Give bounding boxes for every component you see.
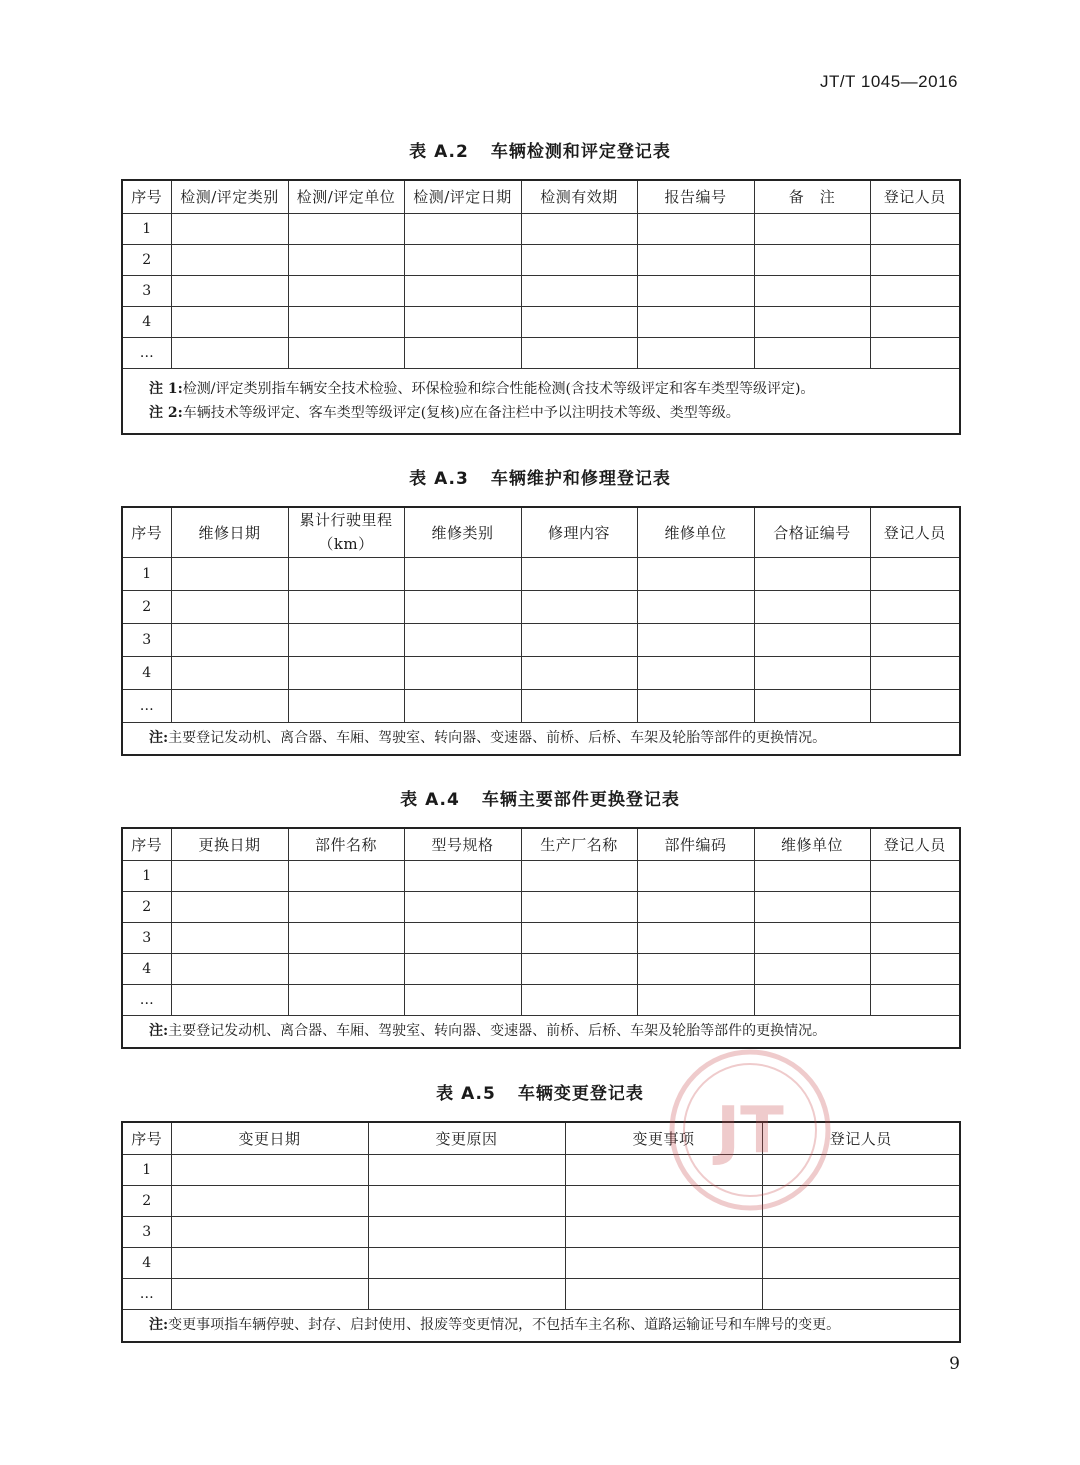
table-a5 [121, 1121, 961, 1343]
table-a2-col-unit: 检测/评定单位 [288, 180, 404, 213]
row-index: 2 [122, 244, 171, 275]
table-a3-col-mileage: 累计行驶里程 （km） [288, 507, 404, 557]
row-index: 3 [122, 623, 171, 656]
table-a4-col-index: 序号 [122, 828, 171, 860]
table-a3-col-unit: 维修单位 [637, 507, 754, 557]
input-cell[interactable] [171, 244, 288, 275]
table-row [122, 860, 960, 891]
input-cell[interactable] [754, 922, 870, 953]
table-a5-col-reason: 变更原因 [368, 1122, 565, 1154]
input-cell[interactable] [404, 891, 521, 922]
table-a3-col-certificate: 合格证编号 [754, 507, 870, 557]
input-cell[interactable] [288, 275, 404, 306]
table-row [122, 1154, 960, 1185]
table-a2-col-date: 检测/评定日期 [404, 180, 521, 213]
input-cell[interactable] [404, 623, 521, 656]
input-cell[interactable] [404, 984, 521, 1015]
input-cell[interactable] [171, 275, 288, 306]
input-cell[interactable] [521, 623, 637, 656]
input-cell[interactable] [870, 623, 960, 656]
table-a4-number: 表 A.4 [400, 790, 460, 810]
table-a2-note-1 [149, 377, 959, 401]
table-a3-caption [0, 464, 1080, 489]
input-cell[interactable] [762, 1247, 960, 1278]
row-index: … [122, 984, 171, 1015]
table-a3-col-content: 修理内容 [521, 507, 637, 557]
input-cell[interactable] [521, 922, 637, 953]
row-index: 2 [122, 1185, 171, 1216]
table-a2 [121, 179, 961, 435]
input-cell[interactable] [870, 984, 960, 1015]
row-index: 1 [122, 1154, 171, 1185]
input-cell[interactable] [521, 306, 637, 337]
table-a4-title: 车辆主要部件更换登记表 [481, 790, 680, 810]
input-cell[interactable] [171, 306, 288, 337]
table-row [122, 1247, 960, 1278]
page-number: 9 [949, 1354, 960, 1374]
input-cell[interactable] [521, 244, 637, 275]
table-a3-number: 表 A.3 [409, 469, 469, 489]
table-a4-note [122, 1015, 960, 1048]
table-row [122, 590, 960, 623]
input-cell[interactable] [288, 953, 404, 984]
input-cell[interactable] [171, 984, 288, 1015]
table-a4-col-part-code: 部件编码 [637, 828, 754, 860]
table-a3-notes-row [122, 722, 960, 755]
input-cell[interactable] [171, 337, 288, 368]
table-a2-notes [122, 368, 960, 434]
table-a4-col-part-name: 部件名称 [288, 828, 404, 860]
table-a5-header-row [122, 1122, 960, 1154]
jt-watermark-stamp [668, 1048, 832, 1212]
table-a4-col-date: 更换日期 [171, 828, 288, 860]
table-a3 [121, 506, 961, 756]
input-cell[interactable] [368, 1278, 565, 1309]
input-cell[interactable] [521, 337, 637, 368]
input-cell[interactable] [288, 213, 404, 244]
input-cell[interactable] [870, 922, 960, 953]
input-cell[interactable] [171, 860, 288, 891]
input-cell[interactable] [637, 891, 754, 922]
standard-code: JT/T 1045—2016 [819, 72, 958, 91]
row-index: 1 [122, 860, 171, 891]
input-cell[interactable] [637, 590, 754, 623]
row-index: 3 [122, 922, 171, 953]
input-cell[interactable] [754, 244, 870, 275]
input-cell[interactable] [288, 891, 404, 922]
input-cell[interactable] [565, 1216, 762, 1247]
input-cell[interactable] [870, 337, 960, 368]
input-cell[interactable] [404, 689, 521, 722]
input-cell[interactable] [171, 623, 288, 656]
table-a2-col-report: 报告编号 [637, 180, 754, 213]
input-cell[interactable] [521, 891, 637, 922]
table-a3-col-registrar: 登记人员 [870, 507, 960, 557]
input-cell[interactable] [404, 244, 521, 275]
input-cell[interactable] [171, 891, 288, 922]
input-cell[interactable] [368, 1185, 565, 1216]
note-text: 检测/评定类别指车辆安全技术检验、环保检验和综合性能检测(含技术等级评定和客车类型等级评定)。 [182, 380, 815, 397]
input-cell[interactable] [754, 860, 870, 891]
row-index: 2 [122, 590, 171, 623]
row-index: 1 [122, 557, 171, 590]
table-a4-header-row [122, 828, 960, 860]
input-cell[interactable] [637, 306, 754, 337]
input-cell[interactable] [870, 860, 960, 891]
input-cell[interactable] [565, 1247, 762, 1278]
input-cell[interactable] [870, 953, 960, 984]
input-cell[interactable] [870, 213, 960, 244]
input-cell[interactable] [754, 275, 870, 306]
table-a4-notes-row [122, 1015, 960, 1048]
table-a2-title: 车辆检测和评定登记表 [490, 142, 671, 162]
input-cell[interactable] [637, 557, 754, 590]
note-label: 注: [149, 1317, 169, 1334]
table-a5-col-item: 变更事项 [565, 1122, 762, 1154]
table-row [122, 306, 960, 337]
note-label: 注: [149, 730, 169, 747]
input-cell[interactable] [288, 557, 404, 590]
table-a5-col-registrar: 登记人员 [762, 1122, 960, 1154]
input-cell[interactable] [521, 590, 637, 623]
table-a3-header-row [122, 507, 960, 557]
input-cell[interactable] [754, 590, 870, 623]
input-cell[interactable] [368, 1247, 565, 1278]
table-a2-col-registrar: 登记人员 [870, 180, 960, 213]
row-index: 2 [122, 891, 171, 922]
input-cell[interactable] [404, 213, 521, 244]
table-row [122, 557, 960, 590]
table-a2-col-type: 检测/评定类别 [171, 180, 288, 213]
note-text: 变更事项指车辆停驶、封存、启封使用、报废等变更情况，不包括车主名称、道路运输证号和车牌号的变更。 [168, 1317, 841, 1334]
table-row [122, 689, 960, 722]
row-index: 3 [122, 1216, 171, 1247]
input-cell[interactable] [762, 1216, 960, 1247]
table-a3-note [122, 722, 960, 755]
table-a5-col-date: 变更日期 [171, 1122, 368, 1154]
table-a3-title: 车辆维护和修理登记表 [490, 469, 671, 489]
input-cell[interactable] [171, 689, 288, 722]
input-cell[interactable] [521, 213, 637, 244]
note-text: 主要登记发动机、离合器、车厢、驾驶室、转向器、变速器、前桥、后桥、车架及轮胎等部件的更换情况。 [168, 730, 827, 747]
input-cell[interactable] [404, 922, 521, 953]
input-cell[interactable] [521, 656, 637, 689]
input-cell[interactable] [171, 1185, 368, 1216]
input-cell[interactable] [171, 656, 288, 689]
table-row [122, 656, 960, 689]
input-cell[interactable] [754, 623, 870, 656]
row-index: 4 [122, 1247, 171, 1278]
stamp-letters: JT [716, 1094, 784, 1168]
input-cell[interactable] [637, 656, 754, 689]
row-index: 4 [122, 953, 171, 984]
table-row [122, 984, 960, 1015]
input-cell[interactable] [521, 984, 637, 1015]
note-label: 注 1: [149, 380, 183, 397]
table-a4-caption [0, 785, 1080, 810]
note-text: 车辆技术等级评定、客车类型等级评定(复核)应在备注栏中予以注明技术等级、类型等级。 [182, 404, 740, 421]
input-cell[interactable] [754, 891, 870, 922]
input-cell[interactable] [521, 557, 637, 590]
input-cell[interactable] [171, 213, 288, 244]
input-cell[interactable] [637, 953, 754, 984]
input-cell[interactable] [404, 306, 521, 337]
input-cell[interactable] [637, 337, 754, 368]
input-cell[interactable] [754, 689, 870, 722]
table-row [122, 244, 960, 275]
input-cell[interactable] [288, 337, 404, 368]
row-index: 3 [122, 275, 171, 306]
table-a5-caption [0, 1079, 1080, 1104]
input-cell[interactable] [637, 922, 754, 953]
row-index: … [122, 689, 171, 722]
input-cell[interactable] [565, 1278, 762, 1309]
input-cell[interactable] [288, 590, 404, 623]
input-cell[interactable] [404, 953, 521, 984]
input-cell[interactable] [521, 953, 637, 984]
input-cell[interactable] [171, 953, 288, 984]
row-index: 1 [122, 213, 171, 244]
row-index: … [122, 1278, 171, 1309]
input-cell[interactable] [754, 306, 870, 337]
input-cell[interactable] [637, 275, 754, 306]
note-label: 注: [149, 1023, 169, 1040]
input-cell[interactable] [637, 860, 754, 891]
input-cell[interactable] [404, 275, 521, 306]
input-cell[interactable] [754, 656, 870, 689]
row-index: 4 [122, 306, 171, 337]
input-cell[interactable] [870, 557, 960, 590]
input-cell[interactable] [404, 590, 521, 623]
input-cell[interactable] [288, 689, 404, 722]
input-cell[interactable] [288, 860, 404, 891]
table-a2-header-row [122, 180, 960, 213]
input-cell[interactable] [171, 557, 288, 590]
input-cell[interactable] [368, 1216, 565, 1247]
input-cell[interactable] [870, 590, 960, 623]
table-a2-note-2 [149, 401, 959, 425]
input-cell[interactable] [368, 1154, 565, 1185]
input-cell[interactable] [288, 922, 404, 953]
input-cell[interactable] [870, 275, 960, 306]
table-row [122, 922, 960, 953]
input-cell[interactable] [754, 213, 870, 244]
table-a2-col-remarks: 备 注 [754, 180, 870, 213]
input-cell[interactable] [171, 1154, 368, 1185]
table-a4 [121, 827, 961, 1049]
input-cell[interactable] [762, 1278, 960, 1309]
input-cell[interactable] [404, 557, 521, 590]
table-row [122, 623, 960, 656]
table-a4-col-registrar: 登记人员 [870, 828, 960, 860]
input-cell[interactable] [171, 1216, 368, 1247]
table-a5-title: 车辆变更登记表 [517, 1084, 644, 1104]
input-cell[interactable] [404, 656, 521, 689]
input-cell[interactable] [288, 984, 404, 1015]
table-row [122, 891, 960, 922]
input-cell[interactable] [171, 1278, 368, 1309]
table-a3-col-index: 序号 [122, 507, 171, 557]
input-cell[interactable] [754, 557, 870, 590]
row-index: … [122, 337, 171, 368]
table-a2-col-validity: 检测有效期 [521, 180, 637, 213]
input-cell[interactable] [754, 337, 870, 368]
table-row [122, 953, 960, 984]
input-cell[interactable] [404, 337, 521, 368]
table-a4-col-model: 型号规格 [404, 828, 521, 860]
row-index: 4 [122, 656, 171, 689]
input-cell[interactable] [171, 922, 288, 953]
note-text: 主要登记发动机、离合器、车厢、驾驶室、转向器、变速器、前桥、后桥、车架及轮胎等部件的更换情况。 [168, 1023, 827, 1040]
input-cell[interactable] [637, 623, 754, 656]
input-cell[interactable] [404, 860, 521, 891]
input-cell[interactable] [754, 984, 870, 1015]
table-row [122, 1216, 960, 1247]
table-row [122, 213, 960, 244]
input-cell[interactable] [521, 860, 637, 891]
input-cell[interactable] [637, 984, 754, 1015]
input-cell[interactable] [870, 306, 960, 337]
input-cell[interactable] [521, 689, 637, 722]
input-cell[interactable] [288, 244, 404, 275]
table-a4-col-manufacturer: 生产厂名称 [521, 828, 637, 860]
input-cell[interactable] [637, 689, 754, 722]
table-a2-notes-row [122, 368, 960, 434]
table-row [122, 1185, 960, 1216]
input-cell[interactable] [754, 953, 870, 984]
input-cell[interactable] [637, 213, 754, 244]
input-cell[interactable] [288, 623, 404, 656]
table-row [122, 1278, 960, 1309]
table-a2-caption [0, 137, 1080, 162]
table-row [122, 337, 960, 368]
input-cell[interactable] [870, 656, 960, 689]
input-cell[interactable] [521, 275, 637, 306]
table-a5-col-index: 序号 [122, 1122, 171, 1154]
input-cell[interactable] [288, 306, 404, 337]
table-a5-number: 表 A.5 [436, 1084, 496, 1104]
table-a2-number: 表 A.2 [409, 142, 469, 162]
table-row [122, 275, 960, 306]
input-cell[interactable] [870, 891, 960, 922]
table-a3-col-date: 维修日期 [171, 507, 288, 557]
input-cell[interactable] [288, 656, 404, 689]
input-cell[interactable] [171, 590, 288, 623]
input-cell[interactable] [870, 689, 960, 722]
table-a3-col-category: 维修类别 [404, 507, 521, 557]
input-cell[interactable] [637, 244, 754, 275]
table-a5-note [122, 1309, 960, 1342]
input-cell[interactable] [171, 1247, 368, 1278]
table-a5-notes-row [122, 1309, 960, 1342]
table-a2-col-index: 序号 [122, 180, 171, 213]
table-a4-col-unit: 维修单位 [754, 828, 870, 860]
note-label: 注 2: [149, 404, 183, 421]
input-cell[interactable] [870, 244, 960, 275]
